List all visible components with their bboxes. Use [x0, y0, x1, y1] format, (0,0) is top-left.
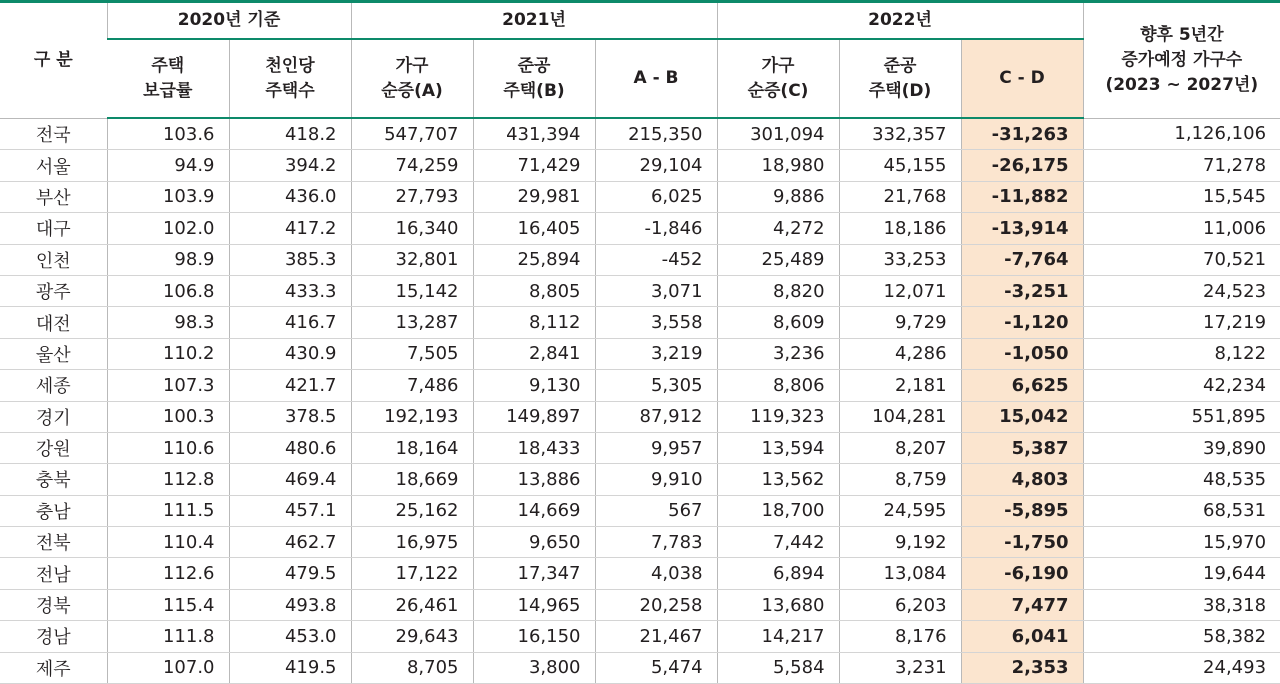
region-cell: 인천 [0, 244, 107, 275]
region-cell: 경남 [0, 621, 107, 652]
header-line: 천인당 [265, 55, 315, 76]
a-minus-b-header: A - B [595, 39, 717, 118]
completed-d-cell: 9,192 [839, 527, 961, 558]
c-minus-d-cell: -1,120 [961, 307, 1083, 338]
supply-rate-cell: 106.8 [107, 275, 229, 306]
household-c-cell: 119,323 [717, 401, 839, 432]
a-minus-b-cell: 29,104 [595, 150, 717, 181]
household-c-cell: 8,820 [717, 275, 839, 306]
per-thousand-cell: 430.9 [229, 338, 351, 369]
completed-d-cell: 6,203 [839, 589, 961, 620]
completed-d-cell: 8,207 [839, 432, 961, 463]
region-cell: 충남 [0, 495, 107, 526]
household-c-cell: 3,236 [717, 338, 839, 369]
supply-rate-cell: 111.8 [107, 621, 229, 652]
future-households-cell: 39,890 [1083, 432, 1280, 463]
completed-b-cell: 8,805 [473, 275, 595, 306]
completed-b-cell: 149,897 [473, 401, 595, 432]
table-row [0, 338, 1280, 369]
household-c-cell: 25,489 [717, 244, 839, 275]
household-a-cell: 13,287 [351, 307, 473, 338]
region-cell: 충북 [0, 464, 107, 495]
c-minus-d-cell: 4,803 [961, 464, 1083, 495]
c-minus-d-cell: -1,050 [961, 338, 1083, 369]
a-minus-b-cell: -1,846 [595, 213, 717, 244]
header-line: 준공 [517, 55, 551, 76]
completed-b-cell: 2,841 [473, 338, 595, 369]
a-minus-b-cell: 21,467 [595, 621, 717, 652]
c-minus-d-cell: 5,387 [961, 432, 1083, 463]
completed-d-cell: 13,084 [839, 558, 961, 589]
c-minus-d-cell: -13,914 [961, 213, 1083, 244]
future-header-line: 향후 5년간 [1140, 24, 1224, 45]
completed-d-cell: 332,357 [839, 118, 961, 150]
per-thousand-cell: 416.7 [229, 307, 351, 338]
c-minus-d-cell: -1,750 [961, 527, 1083, 558]
household-c-cell: 8,806 [717, 370, 839, 401]
per-thousand-cell: 479.5 [229, 558, 351, 589]
table-row [0, 558, 1280, 589]
supply-rate-cell: 98.3 [107, 307, 229, 338]
completed-d-cell: 8,759 [839, 464, 961, 495]
supply-rate-cell: 110.4 [107, 527, 229, 558]
region-cell: 세종 [0, 370, 107, 401]
completed-b-cell: 29,981 [473, 181, 595, 212]
household-c-cell: 4,272 [717, 213, 839, 244]
a-minus-b-cell: 3,558 [595, 307, 717, 338]
region-cell: 전국 [0, 118, 107, 150]
future-households-cell: 8,122 [1083, 338, 1280, 369]
region-cell: 울산 [0, 338, 107, 369]
table-row [0, 244, 1280, 275]
supply-rate-cell: 115.4 [107, 589, 229, 620]
household-a-cell: 27,793 [351, 181, 473, 212]
completed-b-cell: 16,405 [473, 213, 595, 244]
table-row [0, 621, 1280, 652]
completed-d-cell: 9,729 [839, 307, 961, 338]
header-line: 주택수 [265, 80, 315, 101]
completed-b-cell: 3,800 [473, 652, 595, 683]
future-households-cell: 24,523 [1083, 275, 1280, 306]
per-thousand-cell: 417.2 [229, 213, 351, 244]
household-a-cell: 18,164 [351, 432, 473, 463]
household-a-cell: 26,461 [351, 589, 473, 620]
future-households-cell: 68,531 [1083, 495, 1280, 526]
supply-rate-cell: 100.3 [107, 401, 229, 432]
a-minus-b-cell: -452 [595, 244, 717, 275]
future-households-cell: 551,895 [1083, 401, 1280, 432]
table-row [0, 118, 1280, 150]
supply-rate-cell: 107.0 [107, 652, 229, 683]
table-row [0, 213, 1280, 244]
completed-b-cell: 18,433 [473, 432, 595, 463]
completed-b-cell: 9,130 [473, 370, 595, 401]
region-cell: 서울 [0, 150, 107, 181]
supply-rate-cell: 112.8 [107, 464, 229, 495]
region-cell: 대전 [0, 307, 107, 338]
household-c-cell: 13,594 [717, 432, 839, 463]
c-minus-d-cell: 7,477 [961, 589, 1083, 620]
household-a-cell: 192,193 [351, 401, 473, 432]
supply-rate-header [107, 39, 229, 118]
completed-d-cell: 33,253 [839, 244, 961, 275]
per-thousand-cell: 480.6 [229, 432, 351, 463]
completed-d-cell: 4,286 [839, 338, 961, 369]
future-households-cell: 15,970 [1083, 527, 1280, 558]
future-header-line: (2023 ~ 2027년) [1105, 74, 1259, 95]
completed-d-cell: 21,768 [839, 181, 961, 212]
future-households-cell: 71,278 [1083, 150, 1280, 181]
a-minus-b-cell: 9,957 [595, 432, 717, 463]
region-cell: 전남 [0, 558, 107, 589]
per-thousand-cell: 436.0 [229, 181, 351, 212]
header-line: 가구 [761, 55, 795, 76]
supply-rate-cell: 110.6 [107, 432, 229, 463]
table-row [0, 527, 1280, 558]
c-minus-d-cell: -5,895 [961, 495, 1083, 526]
c-minus-d-cell: -26,175 [961, 150, 1083, 181]
c-minus-d-cell: 2,353 [961, 652, 1083, 683]
future-households-cell: 15,545 [1083, 181, 1280, 212]
household-c-cell: 18,700 [717, 495, 839, 526]
supply-rate-cell: 103.9 [107, 181, 229, 212]
household-a-cell: 74,259 [351, 150, 473, 181]
future-households-cell: 24,493 [1083, 652, 1280, 683]
household-c-cell: 301,094 [717, 118, 839, 150]
household-a-cell: 8,705 [351, 652, 473, 683]
a-minus-b-cell: 6,025 [595, 181, 717, 212]
household-a-cell: 18,669 [351, 464, 473, 495]
c-minus-d-cell: -31,263 [961, 118, 1083, 150]
c-minus-d-cell: 15,042 [961, 401, 1083, 432]
per-thousand-cell: 433.3 [229, 275, 351, 306]
a-minus-b-cell: 215,350 [595, 118, 717, 150]
household-a-cell: 547,707 [351, 118, 473, 150]
c-minus-d-cell: -6,190 [961, 558, 1083, 589]
completed-b-cell: 431,394 [473, 118, 595, 150]
group-2020-header: 2020년 기준 [107, 2, 351, 40]
table-row [0, 275, 1280, 306]
per-thousand-cell: 421.7 [229, 370, 351, 401]
completed-d-cell: 24,595 [839, 495, 961, 526]
supply-rate-cell: 94.9 [107, 150, 229, 181]
group-2021-header: 2021년 [351, 2, 717, 40]
completed-b-cell: 17,347 [473, 558, 595, 589]
per-thousand-cell: 457.1 [229, 495, 351, 526]
per-thousand-cell: 418.2 [229, 118, 351, 150]
completed-b-header [473, 39, 595, 118]
region-cell: 광주 [0, 275, 107, 306]
header-line: 주택(B) [503, 80, 565, 101]
future-households-cell: 70,521 [1083, 244, 1280, 275]
household-c-cell: 8,609 [717, 307, 839, 338]
completed-b-cell: 71,429 [473, 150, 595, 181]
per-thousand-cell: 462.7 [229, 527, 351, 558]
c-minus-d-cell: -7,764 [961, 244, 1083, 275]
per-thousand-cell: 469.4 [229, 464, 351, 495]
household-c-cell: 13,680 [717, 589, 839, 620]
table-row [0, 401, 1280, 432]
future-households-cell: 19,644 [1083, 558, 1280, 589]
household-a-cell: 15,142 [351, 275, 473, 306]
supply-rate-cell: 107.3 [107, 370, 229, 401]
supply-rate-cell: 102.0 [107, 213, 229, 244]
a-minus-b-cell: 3,219 [595, 338, 717, 369]
completed-b-cell: 14,965 [473, 589, 595, 620]
household-a-header [351, 39, 473, 118]
header-line: 보급률 [143, 80, 193, 101]
completed-d-header [839, 39, 961, 118]
a-minus-b-cell: 4,038 [595, 558, 717, 589]
completed-d-cell: 45,155 [839, 150, 961, 181]
completed-b-cell: 16,150 [473, 621, 595, 652]
table-body [0, 118, 1280, 684]
household-a-cell: 32,801 [351, 244, 473, 275]
table-row [0, 307, 1280, 338]
per-thousand-cell: 453.0 [229, 621, 351, 652]
table-row [0, 432, 1280, 463]
household-c-cell: 18,980 [717, 150, 839, 181]
header-line: 가구 [395, 55, 429, 76]
household-c-header [717, 39, 839, 118]
a-minus-b-cell: 87,912 [595, 401, 717, 432]
future-households-cell: 17,219 [1083, 307, 1280, 338]
household-a-cell: 16,340 [351, 213, 473, 244]
household-a-cell: 29,643 [351, 621, 473, 652]
completed-d-cell: 3,231 [839, 652, 961, 683]
household-c-cell: 13,562 [717, 464, 839, 495]
a-minus-b-cell: 3,071 [595, 275, 717, 306]
household-c-cell: 5,584 [717, 652, 839, 683]
table-row [0, 150, 1280, 181]
region-cell: 제주 [0, 652, 107, 683]
completed-b-cell: 14,669 [473, 495, 595, 526]
per-thousand-cell: 493.8 [229, 589, 351, 620]
group-2022-header: 2022년 [717, 2, 1083, 40]
supply-rate-cell: 111.5 [107, 495, 229, 526]
future-households-cell: 11,006 [1083, 213, 1280, 244]
future-households-cell: 38,318 [1083, 589, 1280, 620]
region-cell: 강원 [0, 432, 107, 463]
household-a-cell: 25,162 [351, 495, 473, 526]
per-thousand-cell: 378.5 [229, 401, 351, 432]
table-row [0, 464, 1280, 495]
household-c-cell: 9,886 [717, 181, 839, 212]
completed-d-cell: 2,181 [839, 370, 961, 401]
c-minus-d-cell: 6,625 [961, 370, 1083, 401]
a-minus-b-cell: 567 [595, 495, 717, 526]
c-minus-d-cell: -11,882 [961, 181, 1083, 212]
c-minus-d-header: C - D [961, 39, 1083, 118]
a-minus-b-cell: 5,305 [595, 370, 717, 401]
table-row [0, 370, 1280, 401]
per-thousand-header [229, 39, 351, 118]
supply-rate-cell: 103.6 [107, 118, 229, 150]
household-a-cell: 16,975 [351, 527, 473, 558]
per-thousand-cell: 419.5 [229, 652, 351, 683]
supply-rate-cell: 112.6 [107, 558, 229, 589]
region-cell: 경기 [0, 401, 107, 432]
household-a-cell: 7,505 [351, 338, 473, 369]
completed-b-cell: 8,112 [473, 307, 595, 338]
future-households-header [1083, 2, 1280, 119]
future-households-cell: 42,234 [1083, 370, 1280, 401]
household-a-cell: 7,486 [351, 370, 473, 401]
region-cell: 경북 [0, 589, 107, 620]
table-row [0, 589, 1280, 620]
completed-d-cell: 104,281 [839, 401, 961, 432]
region-cell: 전북 [0, 527, 107, 558]
header-line: 순증(A) [381, 80, 443, 101]
c-minus-d-cell: 6,041 [961, 621, 1083, 652]
c-minus-d-cell: -3,251 [961, 275, 1083, 306]
per-thousand-cell: 385.3 [229, 244, 351, 275]
a-minus-b-cell: 5,474 [595, 652, 717, 683]
household-c-cell: 7,442 [717, 527, 839, 558]
table-row [0, 181, 1280, 212]
completed-b-cell: 9,650 [473, 527, 595, 558]
completed-d-cell: 8,176 [839, 621, 961, 652]
household-c-cell: 6,894 [717, 558, 839, 589]
region-header: 구 분 [0, 2, 107, 119]
per-thousand-cell: 394.2 [229, 150, 351, 181]
completed-b-cell: 13,886 [473, 464, 595, 495]
household-c-cell: 14,217 [717, 621, 839, 652]
future-households-cell: 1,126,106 [1083, 118, 1280, 150]
future-households-cell: 58,382 [1083, 621, 1280, 652]
completed-b-cell: 25,894 [473, 244, 595, 275]
future-header-line: 증가예정 가구수 [1121, 49, 1243, 70]
supply-rate-cell: 110.2 [107, 338, 229, 369]
region-cell: 부산 [0, 181, 107, 212]
header-line: 준공 [883, 55, 917, 76]
a-minus-b-cell: 7,783 [595, 527, 717, 558]
header-line: 주택 [151, 55, 185, 76]
region-cell: 대구 [0, 213, 107, 244]
future-households-cell: 48,535 [1083, 464, 1280, 495]
supply-rate-cell: 98.9 [107, 244, 229, 275]
a-minus-b-cell: 9,910 [595, 464, 717, 495]
header-line: 순증(C) [747, 80, 809, 101]
table-row [0, 495, 1280, 526]
a-minus-b-cell: 20,258 [595, 589, 717, 620]
household-a-cell: 17,122 [351, 558, 473, 589]
completed-d-cell: 12,071 [839, 275, 961, 306]
completed-d-cell: 18,186 [839, 213, 961, 244]
header-line: 주택(D) [868, 80, 932, 101]
